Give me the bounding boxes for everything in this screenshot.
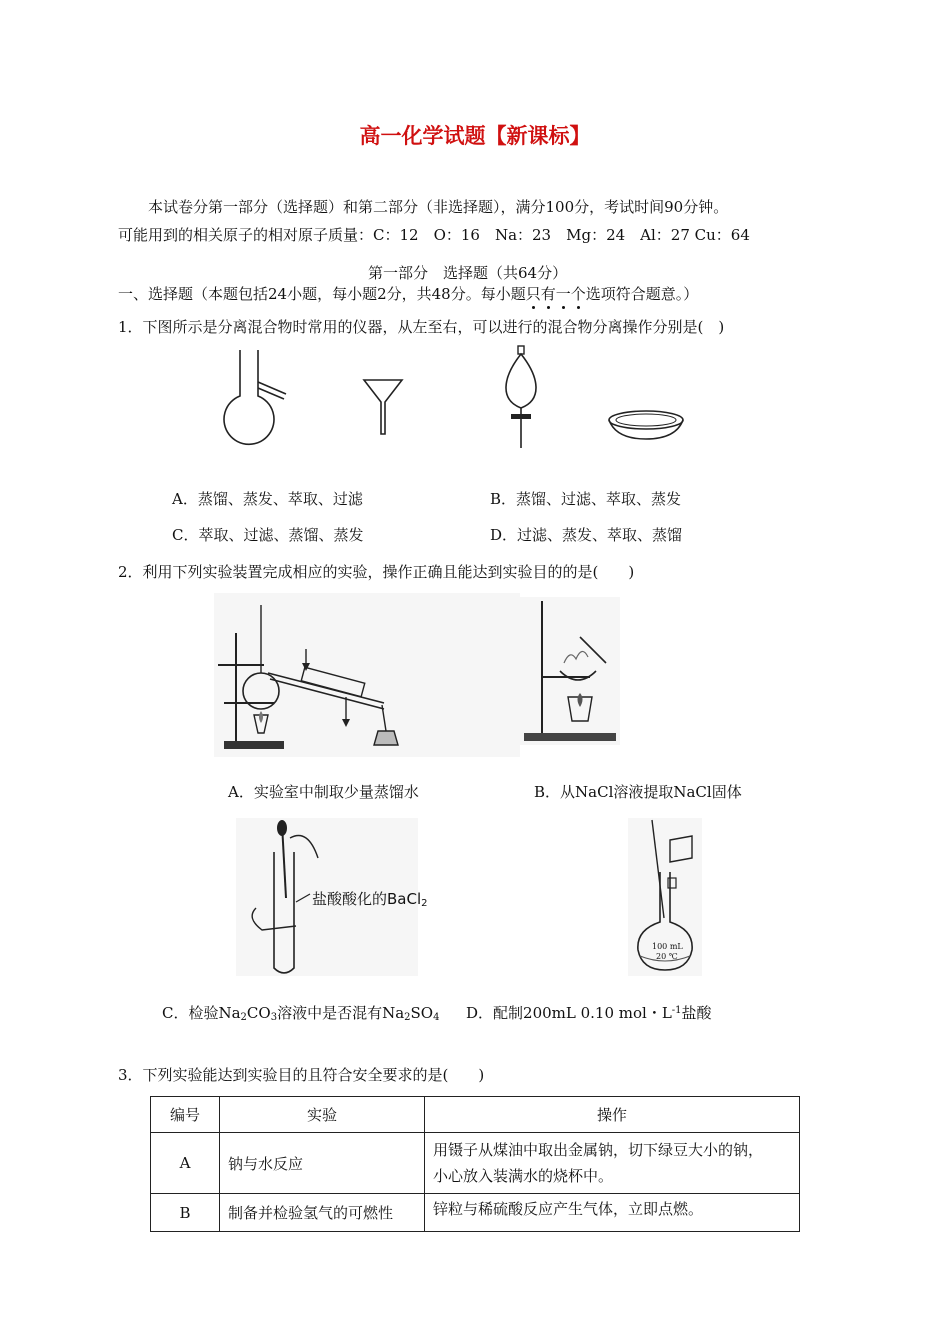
emphasis-char: 一 <box>555 285 571 303</box>
capd-text-1: D．配制200mL 0.10 mol・L <box>466 1004 672 1022</box>
bacl2-subscript: 2 <box>421 898 428 909</box>
capc-sub-1: 2 <box>240 1012 247 1023</box>
q2-caption-b: B．从NaCl溶液提取NaCl固体 <box>534 783 742 801</box>
q3-table <box>150 1096 800 1232</box>
q1-option-a: A．蒸馏、蒸发、萃取、过滤 <box>172 490 363 508</box>
intro-line-1: 本试卷分第一部分（选择题）和第二部分（非选择题），满分100分，考试时间90分钟。 <box>148 198 729 216</box>
separatory-funnel-icon <box>500 344 544 450</box>
bacl2-text: 盐酸酸化的BaCl <box>312 890 422 908</box>
row-id-cell: B <box>151 1194 220 1232</box>
evaporation-setup-icon <box>520 597 620 745</box>
header-cell-operation: 操作 <box>425 1097 800 1133</box>
q2-caption-a: A．实验室中制取少量蒸馏水 <box>228 783 419 801</box>
flask-volume-label: 100 mL <box>652 942 683 951</box>
capd-text-2: 盐酸 <box>681 1004 712 1022</box>
header-cell-id: 编号 <box>151 1097 220 1133</box>
q1-option-d: D．过滤、蒸发、萃取、蒸馏 <box>490 526 683 544</box>
row-experiment-cell: 钠与水反应 <box>220 1133 425 1194</box>
intro-line-2: 可能用到的相关原子的相对原子质量：C：12 O：16 Na：23 Mg：24 Al：27 Cu：64 <box>118 226 750 244</box>
q3-stem: 3．下列实验能达到实验目的且符合安全要求的是( ) <box>118 1066 485 1084</box>
q2-caption-c <box>162 1002 439 1023</box>
capc-sub-4: 4 <box>433 1012 440 1023</box>
header-cell-experiment: 实验 <box>220 1097 425 1133</box>
flask-temp-label: 20 ℃ <box>656 952 678 961</box>
operation-line: 锌粒与稀硫酸反应产生气体，立即点燃。 <box>433 1200 704 1218</box>
emphasis-char: 有 <box>540 285 556 303</box>
capc-sub-2: 3 <box>270 1012 278 1023</box>
bacl2-label <box>312 888 428 909</box>
q1-option-b: B．蒸馏、过滤、萃取、蒸发 <box>490 490 682 508</box>
q1-option-c: C．萃取、过滤、蒸馏、蒸发 <box>172 526 364 544</box>
operation-line: 小心放入装满水的烧杯中。 <box>433 1167 614 1185</box>
distillation-flask-icon <box>222 348 292 448</box>
emphasis-char: 个 <box>570 285 586 303</box>
distillation-apparatus-image <box>214 593 520 757</box>
capc-text-4: SO <box>410 1004 434 1022</box>
test-tube-image <box>236 818 428 976</box>
section1-suffix: 选项符合题意。） <box>585 285 699 303</box>
capc-text-1: C．检验Na <box>162 1004 241 1022</box>
row-experiment-cell: 制备并检验氢气的可燃性 <box>220 1194 425 1232</box>
row-operation-cell <box>425 1194 800 1232</box>
distillation-setup-icon <box>214 593 520 757</box>
section1-instruction <box>118 283 698 304</box>
volumetric-flask-image <box>628 818 702 976</box>
capc-text-3: 溶液中是否混有Na <box>277 1004 405 1022</box>
row-id-cell: A <box>151 1133 220 1194</box>
funnel-icon <box>362 378 404 438</box>
capc-text-2: CO <box>246 1004 271 1022</box>
q2-stem: 2．利用下列实验装置完成相应的实验，操作正确且能达到实验目的的是( ) <box>118 563 635 581</box>
part1-header: 第一部分 选择题（共64分） <box>368 264 568 282</box>
section1-prefix: 一、选择题（本题包括24小题，每小题2分，共48分。每小题 <box>118 285 526 303</box>
q1-stem: 1．下图所示是分离混合物时常用的仪器，从左至右，可以进行的混合物分离操作分别是( ) <box>118 318 725 336</box>
table-row <box>151 1194 800 1232</box>
operation-line: 用镊子从煤油中取出金属钠，切下绿豆大小的钠， <box>433 1141 764 1159</box>
capd-superscript: -1 <box>671 1005 682 1016</box>
emphasis-char: 只 <box>525 285 541 303</box>
q3-table-header-row <box>151 1097 800 1133</box>
page-title: 高一化学试题【新课标】 <box>359 124 591 148</box>
evaporation-apparatus-image <box>520 597 620 745</box>
row-operation-cell <box>425 1133 800 1194</box>
capc-sub-3: 2 <box>404 1012 411 1023</box>
table-row <box>151 1133 800 1194</box>
q2-caption-d <box>466 1002 712 1023</box>
evaporating-dish-icon <box>606 408 686 442</box>
